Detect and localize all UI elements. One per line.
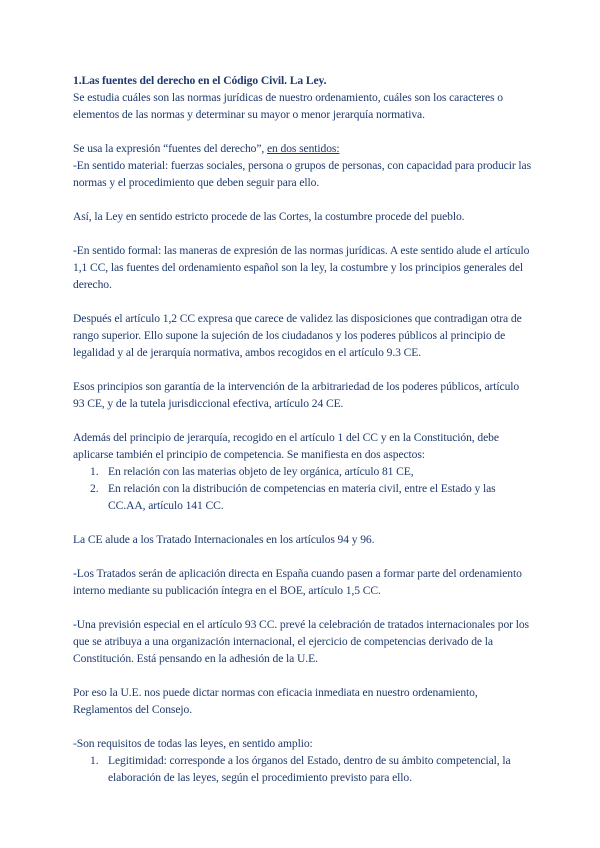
spacer xyxy=(73,293,533,310)
ley-cortes-paragraph: Así, la Ley en sentido estricto procede de las Cortes, la costumbre procede del pueblo. xyxy=(73,210,465,223)
art-1-2-paragraph: Después el artículo 1,2 CC expresa que carece de validez las disposiciones que contradigan otra de rango superior. Ello supone la sujeción de los ciudadanos y los poderes públicos al principio de legalidad y al de jerarquía normativa, ambos recogidos en el artículo 9.3 CE. xyxy=(73,312,522,359)
material-sense-paragraph: -En sentido material: fuerzas sociales, persona o grupos de personas, con capacidad para producir las normas y el procedimiento que deben seguir para ello. xyxy=(73,159,531,189)
spacer xyxy=(73,412,533,429)
ue-reglamentos-paragraph: Por eso la U.E. nos puede dictar normas con eficacia inmediata en nuestro ordenamiento, Reglamentos del Consejo. xyxy=(73,686,478,716)
list-number: 2. xyxy=(90,482,99,495)
spacer xyxy=(73,191,533,208)
list-item xyxy=(73,480,533,514)
spacer xyxy=(73,361,533,378)
document-body xyxy=(73,72,533,786)
prevision-93-paragraph: -Una previsión especial en el artículo 93 CC. prevé la celebración de tratados internacionales por los que se atribuya a una organización internacional, el ejercicio de competencias derivado de la Constitución. Está pensando en la adhesión de la U.E. xyxy=(73,618,529,665)
requisitos-intro-paragraph: -Son requisitos de todas las leyes, en sentido amplio: xyxy=(73,737,313,750)
sources-paragraph xyxy=(73,140,533,157)
spacer xyxy=(73,225,533,242)
intro-paragraph: Se estudia cuáles son las normas jurídicas de nuestro ordenamiento, cuáles son los caracteres o elementos de las normas y determinar su mayor o menor jerarquía normativa. xyxy=(73,91,503,121)
sources-underlined: en dos sentidos: xyxy=(267,142,340,155)
spacer xyxy=(73,718,533,735)
requisitos-list xyxy=(73,752,533,786)
list-item xyxy=(73,463,533,480)
list-number: 1. xyxy=(90,465,99,478)
formal-sense-paragraph: -En sentido formal: las maneras de expresión de las normas jurídicas. A este sentido alude el artículo 1,1 CC, las fuentes del ordenamiento español son la ley, la costumbre y los principios generales del derecho. xyxy=(73,244,530,291)
spacer xyxy=(73,667,533,684)
competencia-intro-paragraph: Además del principio de jerarquía, recogido en el artículo 1 del CC y en la Constitución, debe aplicarse también el principio de competencia. Se manifiesta en dos aspectos: xyxy=(73,431,499,461)
spacer xyxy=(73,599,533,616)
spacer xyxy=(73,548,533,565)
list-item-text: Legitimidad: corresponde a los órganos del Estado, dentro de su ámbito competencial, la elaboración de las leyes, según el procedimiento previsto para ello. xyxy=(108,754,511,784)
section-title: 1.Las fuentes del derecho en el Código Civil. La Ley. xyxy=(73,74,327,87)
garantia-paragraph: Esos principios son garantía de la intervención de la arbitrariedad de los poderes públicos, artículo 93 CE, y de la tutela jurisdiccional efectiva, artículo 24 CE. xyxy=(73,380,520,410)
spacer xyxy=(73,514,533,531)
list-number: 1. xyxy=(90,754,99,767)
spacer xyxy=(73,123,533,140)
tratados-ce-paragraph: La CE alude a los Tratado Internacionales en los artículos 94 y 96. xyxy=(73,533,375,546)
sources-prefix: Se usa la expresión “fuentes del derecho”, xyxy=(73,142,267,155)
tratados-aplicacion-paragraph: -Los Tratados serán de aplicación directa en España cuando pasen a formar parte del ordenamiento interno mediante su publicación íntegra en el BOE, artículo 1,5 CC. xyxy=(73,567,522,597)
list-item-text: En relación con la distribución de competencias en materia civil, entre el Estado y las CC.AA, artículo 141 CC. xyxy=(108,482,496,512)
competencia-list xyxy=(73,463,533,514)
list-item xyxy=(73,752,533,786)
list-item-text: En relación con las materias objeto de ley orgánica, artículo 81 CE, xyxy=(108,465,414,478)
